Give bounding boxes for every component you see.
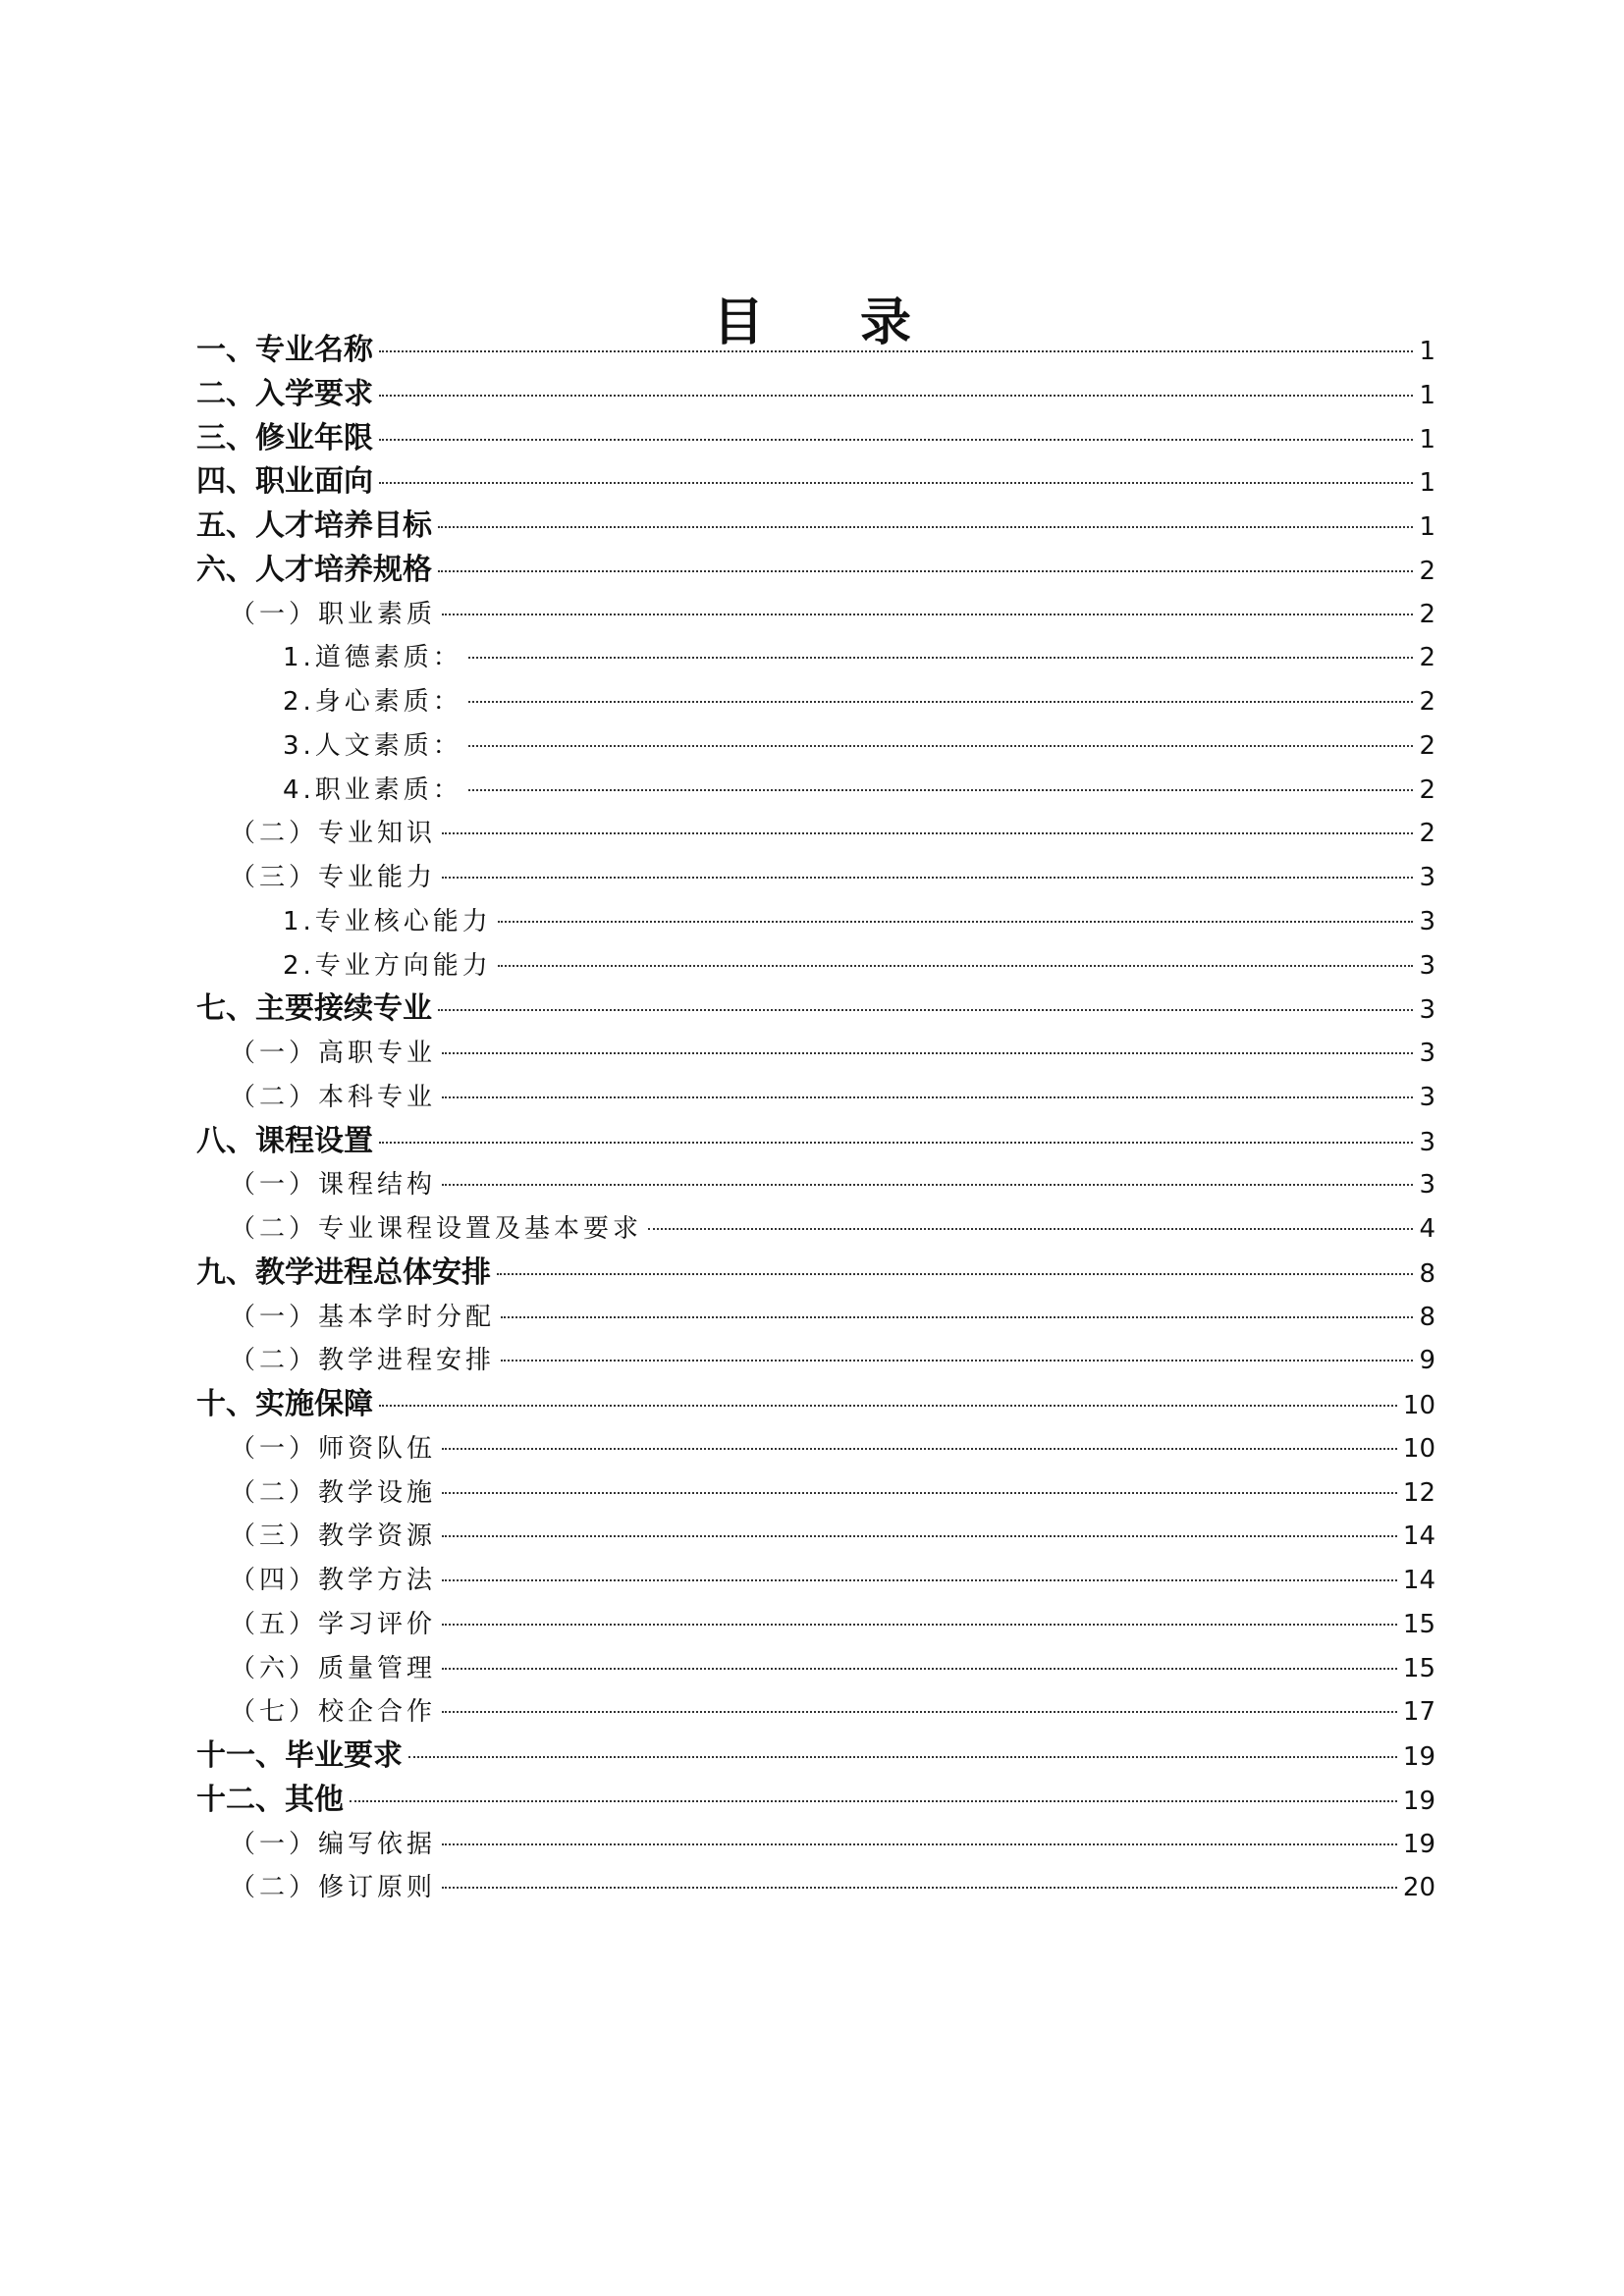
toc-leader-dots: [438, 526, 1413, 528]
toc-leader-dots: [442, 1096, 1413, 1098]
toc-entry-label: （二）专业知识: [230, 819, 437, 849]
toc-leader-dots: [442, 614, 1413, 615]
toc-entry[interactable]: [196, 856, 1435, 900]
toc-entry-label: （一）职业素质: [230, 599, 437, 629]
toc-entry[interactable]: [196, 1120, 1435, 1164]
toc-entry[interactable]: [196, 1427, 1435, 1471]
toc-entry-page-number: 20: [1402, 1873, 1435, 1903]
toc-entry-label: （一）基本学时分配: [230, 1302, 496, 1332]
toc-entry[interactable]: [196, 1779, 1435, 1823]
toc-entry-page-number: 3: [1419, 863, 1435, 892]
toc-entry-page-number: 1: [1419, 424, 1435, 454]
toc-leader-dots: [468, 701, 1414, 703]
toc-leader-dots: [442, 1668, 1397, 1670]
toc-entry-label: （一）课程结构: [230, 1170, 437, 1201]
toc-leader-dots: [501, 1360, 1413, 1362]
toc-entry[interactable]: [196, 417, 1435, 461]
toc-entry[interactable]: [196, 636, 1435, 680]
toc-entry-label: 二、入学要求: [196, 376, 373, 411]
toc-entry-page-number: 2: [1419, 599, 1435, 629]
toc-leader-dots: [442, 832, 1413, 834]
toc-entry-page-number: 1: [1419, 468, 1435, 499]
toc-entry-label: 一、专业名称: [196, 333, 373, 367]
toc-leader-dots: [468, 745, 1414, 747]
toc-entry-page-number: 3: [1419, 950, 1435, 981]
toc-entry[interactable]: [196, 1647, 1435, 1691]
toc-entry[interactable]: [196, 944, 1435, 988]
toc-entry-page-number: 2: [1419, 556, 1435, 586]
toc-entry-page-number: 1: [1419, 380, 1435, 410]
toc-leader-dots: [498, 965, 1414, 967]
toc-entry-label: 十一、毕业要求: [196, 1738, 403, 1773]
toc-leader-dots: [442, 1184, 1413, 1186]
toc-entry-page-number: 2: [1419, 643, 1435, 673]
toc-leader-dots: [379, 350, 1413, 352]
toc-entry-label: 3.人文素质：: [283, 730, 462, 761]
toc-entry-label: （五）学习评价: [230, 1609, 437, 1639]
toc-leader-dots: [442, 1887, 1397, 1889]
toc-entry-page-number: 2: [1419, 819, 1435, 849]
toc-entry-label: （一）师资队伍: [230, 1433, 437, 1464]
toc-leader-dots: [442, 877, 1413, 879]
toc-entry-page-number: 9: [1419, 1346, 1435, 1376]
toc-entry-page-number: 4: [1419, 1214, 1435, 1244]
toc-entry-page-number: 1: [1419, 512, 1435, 542]
toc-entry-page-number: 8: [1419, 1258, 1435, 1289]
toc-leader-dots: [379, 1405, 1397, 1407]
toc-leader-dots: [442, 1535, 1397, 1537]
toc-entry-page-number: 3: [1419, 1170, 1435, 1201]
toc-leader-dots: [379, 439, 1413, 441]
toc-entry[interactable]: [196, 1296, 1435, 1340]
toc-leader-dots: [350, 1800, 1397, 1802]
toc-entry[interactable]: [196, 1690, 1435, 1735]
table-of-contents: [196, 329, 1435, 1910]
toc-entry-page-number: 2: [1419, 730, 1435, 761]
toc-entry-page-number: 3: [1419, 906, 1435, 936]
toc-entry-page-number: 3: [1419, 1039, 1435, 1068]
toc-entry-label: 十、实施保障: [196, 1387, 373, 1421]
toc-entry-page-number: 19: [1402, 1786, 1435, 1816]
toc-leader-dots: [379, 1142, 1413, 1144]
toc-leader-dots: [379, 395, 1413, 397]
toc-leader-dots: [442, 1843, 1397, 1845]
toc-entry[interactable]: [196, 1163, 1435, 1207]
toc-leader-dots: [408, 1756, 1397, 1758]
toc-entry-label: （一）编写依据: [230, 1829, 437, 1859]
toc-leader-dots: [442, 1624, 1397, 1626]
toc-entry-label: （三）专业能力: [230, 863, 437, 892]
toc-leader-dots: [497, 1273, 1413, 1275]
toc-entry-page-number: 14: [1402, 1566, 1435, 1595]
toc-entry[interactable]: [196, 812, 1435, 856]
toc-entry[interactable]: [196, 460, 1435, 505]
toc-entry[interactable]: [196, 1866, 1435, 1910]
toc-entry[interactable]: [196, 1559, 1435, 1603]
toc-entry-page-number: 17: [1402, 1697, 1435, 1728]
toc-leader-dots: [468, 657, 1414, 659]
toc-entry-page-number: 3: [1419, 995, 1435, 1026]
toc-leader-dots: [498, 921, 1414, 923]
toc-entry-label: 4.职业素质：: [283, 774, 462, 805]
toc-entry-page-number: 12: [1402, 1477, 1435, 1508]
toc-entry[interactable]: [196, 593, 1435, 637]
toc-entry-label: 四、职业面向: [196, 464, 373, 500]
toc-leader-dots: [442, 1579, 1397, 1581]
toc-entry-label: 九、教学进程总体安排: [196, 1255, 491, 1290]
page-title: 目 录: [712, 293, 951, 352]
toc-entry[interactable]: [196, 1076, 1435, 1120]
toc-entry-label: （二）本科专业: [230, 1082, 437, 1112]
toc-entry-page-number: 19: [1402, 1829, 1435, 1859]
toc-leader-dots: [438, 1009, 1413, 1011]
toc-entry-label: 三、修业年限: [196, 420, 373, 455]
toc-entry-label: （三）教学资源: [230, 1522, 437, 1552]
toc-entry-label: 1.专业核心能力: [283, 906, 492, 936]
toc-entry[interactable]: [196, 1032, 1435, 1076]
toc-entry-page-number: 10: [1402, 1391, 1435, 1420]
toc-leader-dots: [442, 1711, 1397, 1713]
toc-entry[interactable]: [196, 769, 1435, 813]
toc-entry-label: （二）修订原则: [230, 1873, 437, 1903]
toc-entry-label: （一）高职专业: [230, 1039, 437, 1068]
toc-entry[interactable]: [196, 329, 1435, 373]
toc-leader-dots: [501, 1316, 1413, 1318]
toc-entry-page-number: 3: [1419, 1082, 1435, 1112]
toc-entry[interactable]: [196, 1339, 1435, 1383]
toc-entry[interactable]: [196, 988, 1435, 1032]
toc-entry[interactable]: [196, 1383, 1435, 1427]
toc-entry[interactable]: [196, 1603, 1435, 1647]
toc-entry[interactable]: [196, 1735, 1435, 1779]
toc-entry[interactable]: [196, 724, 1435, 769]
toc-entry-page-number: 1: [1419, 337, 1435, 366]
toc-entry[interactable]: [196, 680, 1435, 724]
toc-entry-label: 五、人才培养目标: [196, 508, 432, 543]
toc-entry-label: （七）校企合作: [230, 1697, 437, 1728]
toc-entry[interactable]: [196, 1823, 1435, 1867]
toc-entry[interactable]: [196, 1515, 1435, 1559]
toc-entry-page-number: 2: [1419, 774, 1435, 805]
toc-entry-page-number: 10: [1402, 1433, 1435, 1464]
toc-entry-label: （六）质量管理: [230, 1653, 437, 1683]
toc-entry[interactable]: [196, 373, 1435, 417]
toc-entry-page-number: 15: [1402, 1609, 1435, 1639]
toc-entry-page-number: 3: [1419, 1127, 1435, 1157]
toc-leader-dots: [442, 1052, 1413, 1054]
toc-entry[interactable]: [196, 1471, 1435, 1516]
toc-entry-label: 六、人才培养规格: [196, 552, 432, 587]
toc-entry-label: 2.专业方向能力: [283, 950, 492, 981]
toc-entry[interactable]: [196, 1207, 1435, 1252]
toc-entry-label: 2.身心素质：: [283, 687, 462, 717]
toc-entry-label: （二）教学进程安排: [230, 1346, 496, 1376]
toc-entry[interactable]: [196, 549, 1435, 593]
toc-entry-label: （二）专业课程设置及基本要求: [230, 1214, 643, 1244]
toc-entry[interactable]: [196, 1252, 1435, 1296]
toc-entry-label: 1.道德素质：: [283, 643, 462, 673]
toc-entry-label: （四）教学方法: [230, 1566, 437, 1595]
toc-entry-label: 七、主要接续专业: [196, 991, 432, 1027]
toc-leader-dots: [468, 789, 1414, 791]
toc-leader-dots: [442, 1492, 1397, 1494]
toc-entry[interactable]: [196, 505, 1435, 549]
toc-entry-label: 八、课程设置: [196, 1123, 373, 1158]
toc-entry-label: 十二、其他: [196, 1782, 344, 1817]
toc-leader-dots: [379, 482, 1413, 484]
toc-entry-page-number: 14: [1402, 1522, 1435, 1552]
toc-entry-label: （二）教学设施: [230, 1477, 437, 1508]
toc-leader-dots: [438, 570, 1413, 572]
toc-leader-dots: [442, 1448, 1397, 1450]
toc-entry[interactable]: [196, 900, 1435, 944]
toc-entry-page-number: 19: [1402, 1742, 1435, 1772]
toc-entry-page-number: 8: [1419, 1302, 1435, 1332]
toc-entry-page-number: 2: [1419, 687, 1435, 717]
toc-leader-dots: [648, 1228, 1413, 1230]
toc-entry-page-number: 15: [1402, 1653, 1435, 1683]
